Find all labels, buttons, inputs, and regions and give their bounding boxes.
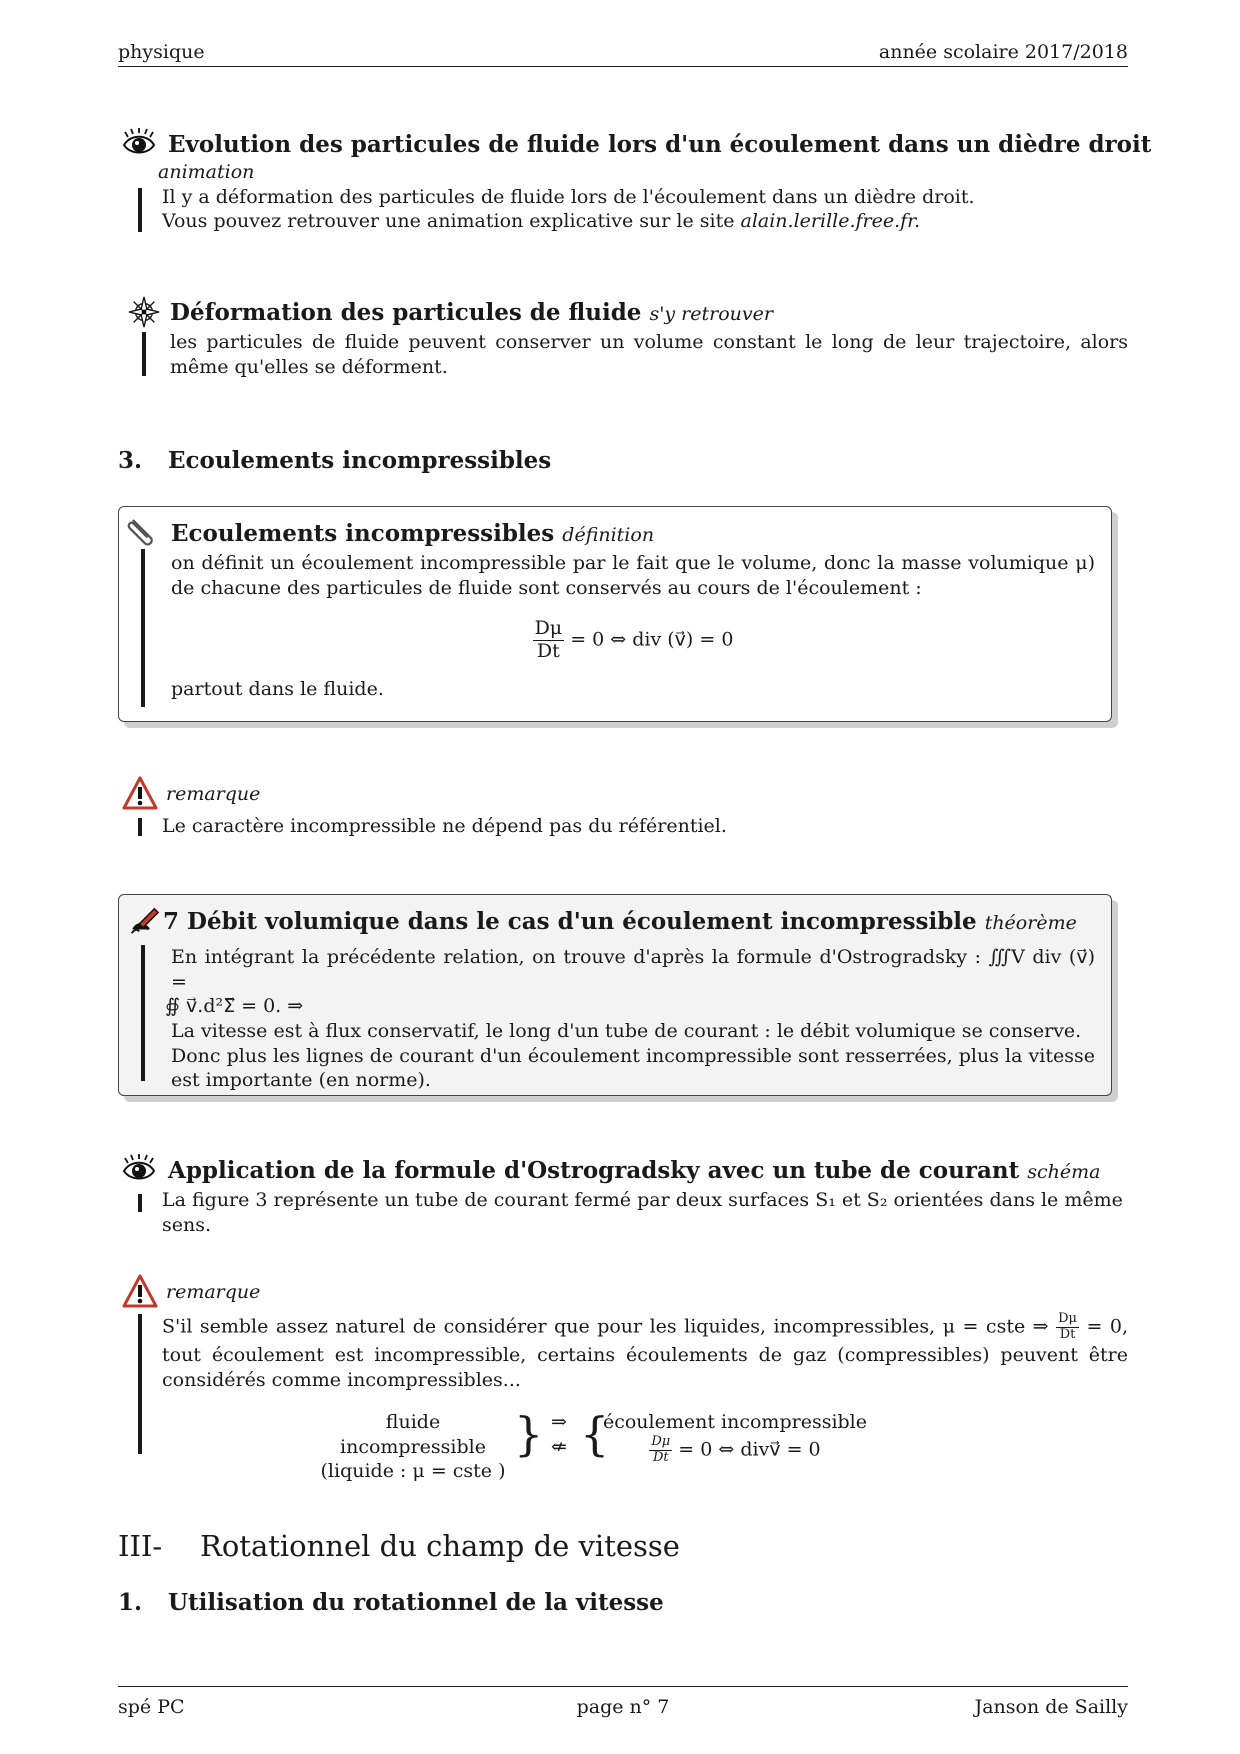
- side-bar: [138, 818, 142, 836]
- subsection-heading: [118, 1588, 664, 1618]
- remark2-frac-den: Dt: [1059, 1326, 1076, 1342]
- theorem-title: [163, 907, 1077, 937]
- definition-after: partout dans le fluide.: [171, 678, 384, 701]
- section-heading: [118, 446, 551, 476]
- animation-line2: Vous pouvez retrouver une animation explicative sur le site: [162, 210, 741, 233]
- definition-box: [118, 506, 1112, 722]
- right-brace: }: [514, 1407, 544, 1461]
- chapter-number: III-: [118, 1529, 163, 1563]
- equation-denominator: Dt: [536, 640, 560, 663]
- compass-rose-icon: [128, 296, 160, 328]
- remark2-frac-num: Dμ: [1058, 1311, 1077, 1326]
- application-category: schéma: [1027, 1161, 1101, 1183]
- implication-right-frac-num: Dμ: [651, 1433, 671, 1449]
- theorem-line2: ∯ v⃗.d²Σ⃗ = 0. ⇒: [165, 995, 304, 1018]
- implication-left-top: fluide incompressible: [340, 1411, 486, 1458]
- chapter-heading: [118, 1528, 680, 1566]
- theorem-line1: En intégrant la précédente relation, on trouve d'après la formule d'Ostrogradsky : ∭V div (v⃗) =: [171, 946, 1095, 993]
- remark2-text: [162, 1312, 1128, 1392]
- animation-title: Evolution des particules de fluide lors d'un écoulement dans un dièdre droit: [168, 131, 1152, 158]
- equation-rest: = 0 ⇔ div (v⃗) = 0: [570, 628, 734, 651]
- warning-icon: [122, 1274, 158, 1308]
- eye-icon: [122, 128, 156, 160]
- application-text: La figure 3 représente un tube de courant fermé par deux surfaces S₁ et S₂ orientées dans le même sens.: [162, 1189, 1123, 1236]
- implication-right-bottom: [600, 1435, 870, 1466]
- header-year: année scolaire 2017/2018: [878, 41, 1128, 63]
- theorem-box: [118, 894, 1112, 1096]
- section-title: Ecoulements incompressibles: [168, 447, 552, 474]
- section-number: 3.: [118, 447, 143, 474]
- footer-class: spé PC: [118, 1696, 185, 1718]
- implication-right-rest: = 0 ⇔ divv⃗ = 0: [678, 1438, 821, 1461]
- remark2-category: remarque: [166, 1281, 261, 1303]
- theorem-line4: Donc plus les lignes de courant d'un écoulement incompressible sont resserrées, plus la vitesse est importante (en norme).: [171, 1044, 1095, 1092]
- eye-icon: [122, 1154, 156, 1186]
- retrouver-category: s'y retrouver: [649, 303, 773, 325]
- remark-text: Le caractère incompressible ne dépend pas du référentiel.: [162, 815, 727, 837]
- remark-block: [118, 776, 1128, 839]
- chapter-title: Rotationnel du champ de vitesse: [200, 1529, 680, 1563]
- application-block: [118, 1154, 1128, 1237]
- definition-title: [171, 519, 654, 549]
- remark2-fraction: [1056, 1312, 1079, 1343]
- page-header: [118, 40, 1128, 67]
- theorem-category: théorème: [984, 912, 1077, 934]
- left-brace: {: [580, 1407, 610, 1461]
- side-bar: [141, 549, 145, 707]
- pen-icon: [127, 905, 161, 937]
- theorem-line3: La vitesse est à flux conservatif, le long d'un tube de courant : le débit volumique se conserve.: [171, 1020, 1082, 1043]
- definition-category: définition: [562, 524, 655, 546]
- animation-site-link[interactable]: alain.lerille.free.fr.: [740, 210, 921, 233]
- subsection-title: Utilisation du rotationnel de la vitesse: [168, 1589, 664, 1616]
- paperclip-icon: [125, 515, 159, 547]
- equation-fraction: [533, 618, 565, 663]
- header-subject: physique: [118, 41, 205, 63]
- implication-right-fraction: [649, 1435, 672, 1466]
- side-bar: [142, 332, 146, 376]
- definition-title-text: Ecoulements incompressibles: [171, 520, 555, 547]
- side-bar: [138, 1194, 142, 1212]
- equation-numerator: Dμ: [534, 617, 563, 640]
- implication-diagram: [318, 1407, 918, 1483]
- definition-text: on définit un écoulement incompressible par le fait que le volume, donc la masse volumique μ) de chacune des particules de fluide sont conservés au cours de l'écoulement :: [171, 552, 1095, 599]
- remark-category: remarque: [166, 783, 261, 805]
- animation-category: animation: [158, 161, 255, 183]
- side-bar: [138, 1314, 142, 1454]
- remark2-text-a: S'il semble assez naturel de considérer que pour les liquides, incompressibles, μ = cste ⇒: [162, 1315, 1049, 1338]
- implication-right-frac-den: Dt: [652, 1449, 669, 1465]
- retrouver-block: [118, 296, 1128, 379]
- application-title-text: Application de la formule d'Ostrogradsky avec un tube de courant: [168, 1157, 1020, 1184]
- retrouver-title-text: Déformation des particules de fluide: [170, 299, 642, 326]
- remark2-text-b: = 0, tout écoulement est incompressible, certains écoulements de gaz (compressibles) peuvent être considérés comme incompressibles...: [162, 1315, 1128, 1391]
- implication-arrow-bottom: ⇍: [551, 1435, 567, 1458]
- side-bar: [141, 945, 145, 1081]
- side-bar: [138, 188, 142, 232]
- warning-icon: [122, 776, 158, 810]
- application-title: [168, 1156, 1100, 1186]
- subsection-number: 1.: [118, 1589, 143, 1616]
- footer-school: Janson de Sailly: [974, 1696, 1128, 1718]
- implication-left-bottom: (liquide : μ = cste ): [320, 1460, 506, 1483]
- implication-right-top: écoulement incompressible: [602, 1411, 867, 1433]
- animation-block: [118, 128, 1152, 234]
- implication-arrow-top: ⇒: [551, 1411, 567, 1433]
- animation-line1: Il y a déformation des particules de fluide lors de l'écoulement dans un dièdre droit.: [162, 185, 975, 208]
- retrouver-text: les particules de fluide peuvent conserver un volume constant le long de leur trajectoire, alors même qu'elles se déforment.: [170, 331, 1128, 378]
- retrouver-title: [170, 298, 773, 328]
- footer-page-number: page n° 7: [576, 1696, 670, 1718]
- definition-equation: [171, 618, 1095, 663]
- theorem-title-text: 7 Débit volumique dans le cas d'un écoulement incompressible: [163, 908, 977, 935]
- page-footer: [118, 1686, 1128, 1725]
